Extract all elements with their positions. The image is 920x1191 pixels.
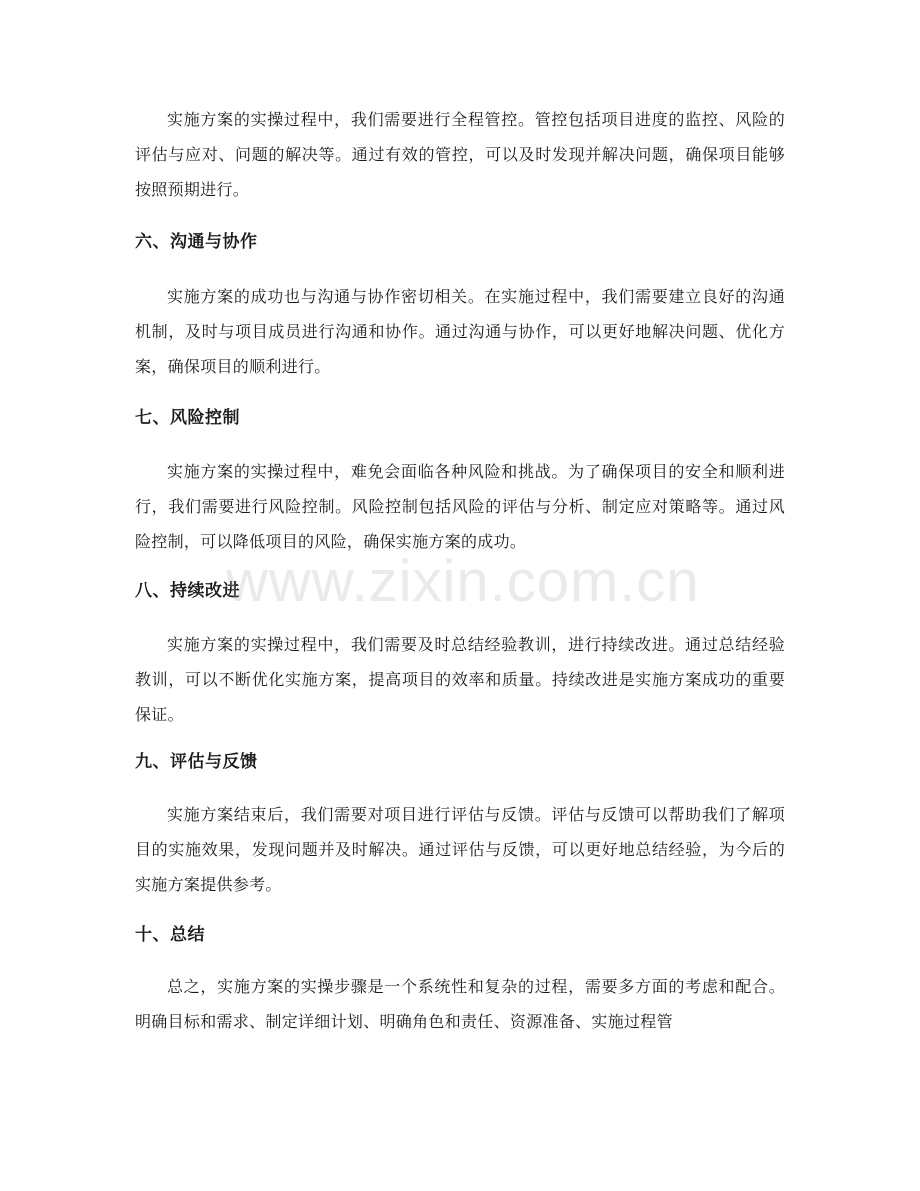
- paragraph-summary: 总之，实施方案的实操步骤是一个系统性和复杂的过程，需要多方面的考虑和配合。明确目标和需求、制定详细计划、明确角色和责任、资源准备、实施过程管: [135, 977, 785, 1031]
- heading-evaluation-feedback: 九、评估与反馈: [135, 752, 258, 772]
- heading-communication: 六、沟通与协作: [135, 232, 258, 252]
- paragraph-communication: 实施方案的成功也与沟通与协作密切相关。在实施过程中，我们需要建立良好的沟通机制，及时与项目成员进行沟通和协作。通过沟通与协作，可以更好地解决问题、优化方案，确保项目的顺利进行。: [135, 287, 785, 376]
- paragraph-management: 实施方案的实操过程中，我们需要进行全程管控。管控包括项目进度的监控、风险的评估与应对、问题的解决等。通过有效的管控，可以及时发现并解决问题，确保项目能够按照预期进行。: [135, 110, 785, 199]
- paragraph-risk-control: 实施方案的实操过程中，难免会面临各种风险和挑战。为了确保项目的安全和顺利进行，我们需要进行风险控制。风险控制包括风险的评估与分析、制定应对策略等。通过风险控制，可以降低项目的风险，确保实施方案的成功。: [135, 462, 785, 551]
- paragraph-continuous-improvement: 实施方案的实操过程中，我们需要及时总结经验教训，进行持续改进。通过总结经验教训，可以不断优化实施方案，提高项目的效率和质量。持续改进是实施方案成功的重要保证。: [135, 635, 785, 724]
- heading-summary: 十、总结: [135, 925, 205, 945]
- paragraph-evaluation-feedback: 实施方案结束后，我们需要对项目进行评估与反馈。评估与反馈可以帮助我们了解项目的实施效果，发现问题并及时解决。通过评估与反馈，可以更好地总结经验，为今后的实施方案提供参考。: [135, 805, 785, 894]
- heading-risk-control: 七、风险控制: [135, 408, 240, 428]
- heading-continuous-improvement: 八、持续改进: [135, 581, 240, 601]
- watermark-text: www.zixin.com.cn: [226, 549, 700, 614]
